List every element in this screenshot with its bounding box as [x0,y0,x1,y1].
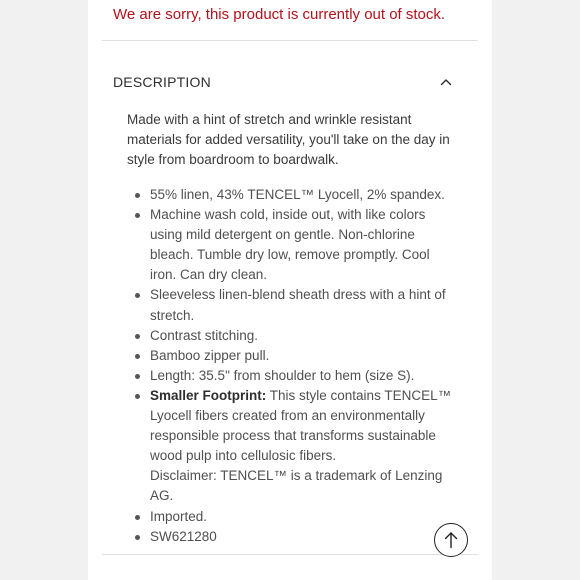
divider [102,40,478,41]
list-item: Machine wash cold, inside out, with like colors using mild detergent on gentle. Non-chlorine bleach. Tumble dry low, remove promptly. Cool iron. Can dry clean. [150,205,454,285]
description-title: DESCRIPTION [113,74,211,90]
product-description-panel [88,0,492,580]
list-item: Sleeveless linen-blend sheath dress with a hint of stretch. [150,285,454,325]
out-of-stock-message: We are sorry, this product is currently out of stock. [113,6,446,23]
arrow-up-icon [443,531,459,549]
feature-list [150,185,454,547]
list-item: 55% linen, 43% TENCEL™ Lyocell, 2% spandex. [150,185,454,205]
scroll-to-top-button[interactable] [434,523,468,557]
footprint-label: Smaller Footprint: [150,387,267,403]
footprint-disclaimer: Disclaimer: TENCEL™ is a trademark of Lenzing AG. [150,468,443,504]
description-intro: Made with a hint of stretch and wrinkle resistant materials for added versatility, you'll take on the day in style from boardroom to boardwalk. [127,112,450,167]
description-accordion-header[interactable] [102,60,478,104]
list-item: Length: 35.5" from shoulder to hem (size S). [150,366,454,386]
divider [102,554,478,555]
list-item: Bamboo zipper pull. [150,346,454,366]
list-item: Contrast stitching. [150,326,454,346]
list-item: SW621280 [150,527,454,547]
footprint-text: This style contains TENCEL™ Lyocell fibers created from an environmentally responsible process that transforms sustainable wood pulp into cellulosic fibers. [150,387,452,464]
chevron-up-icon [440,76,452,88]
list-item-footprint [150,386,454,507]
list-item: Imported. [150,507,454,527]
